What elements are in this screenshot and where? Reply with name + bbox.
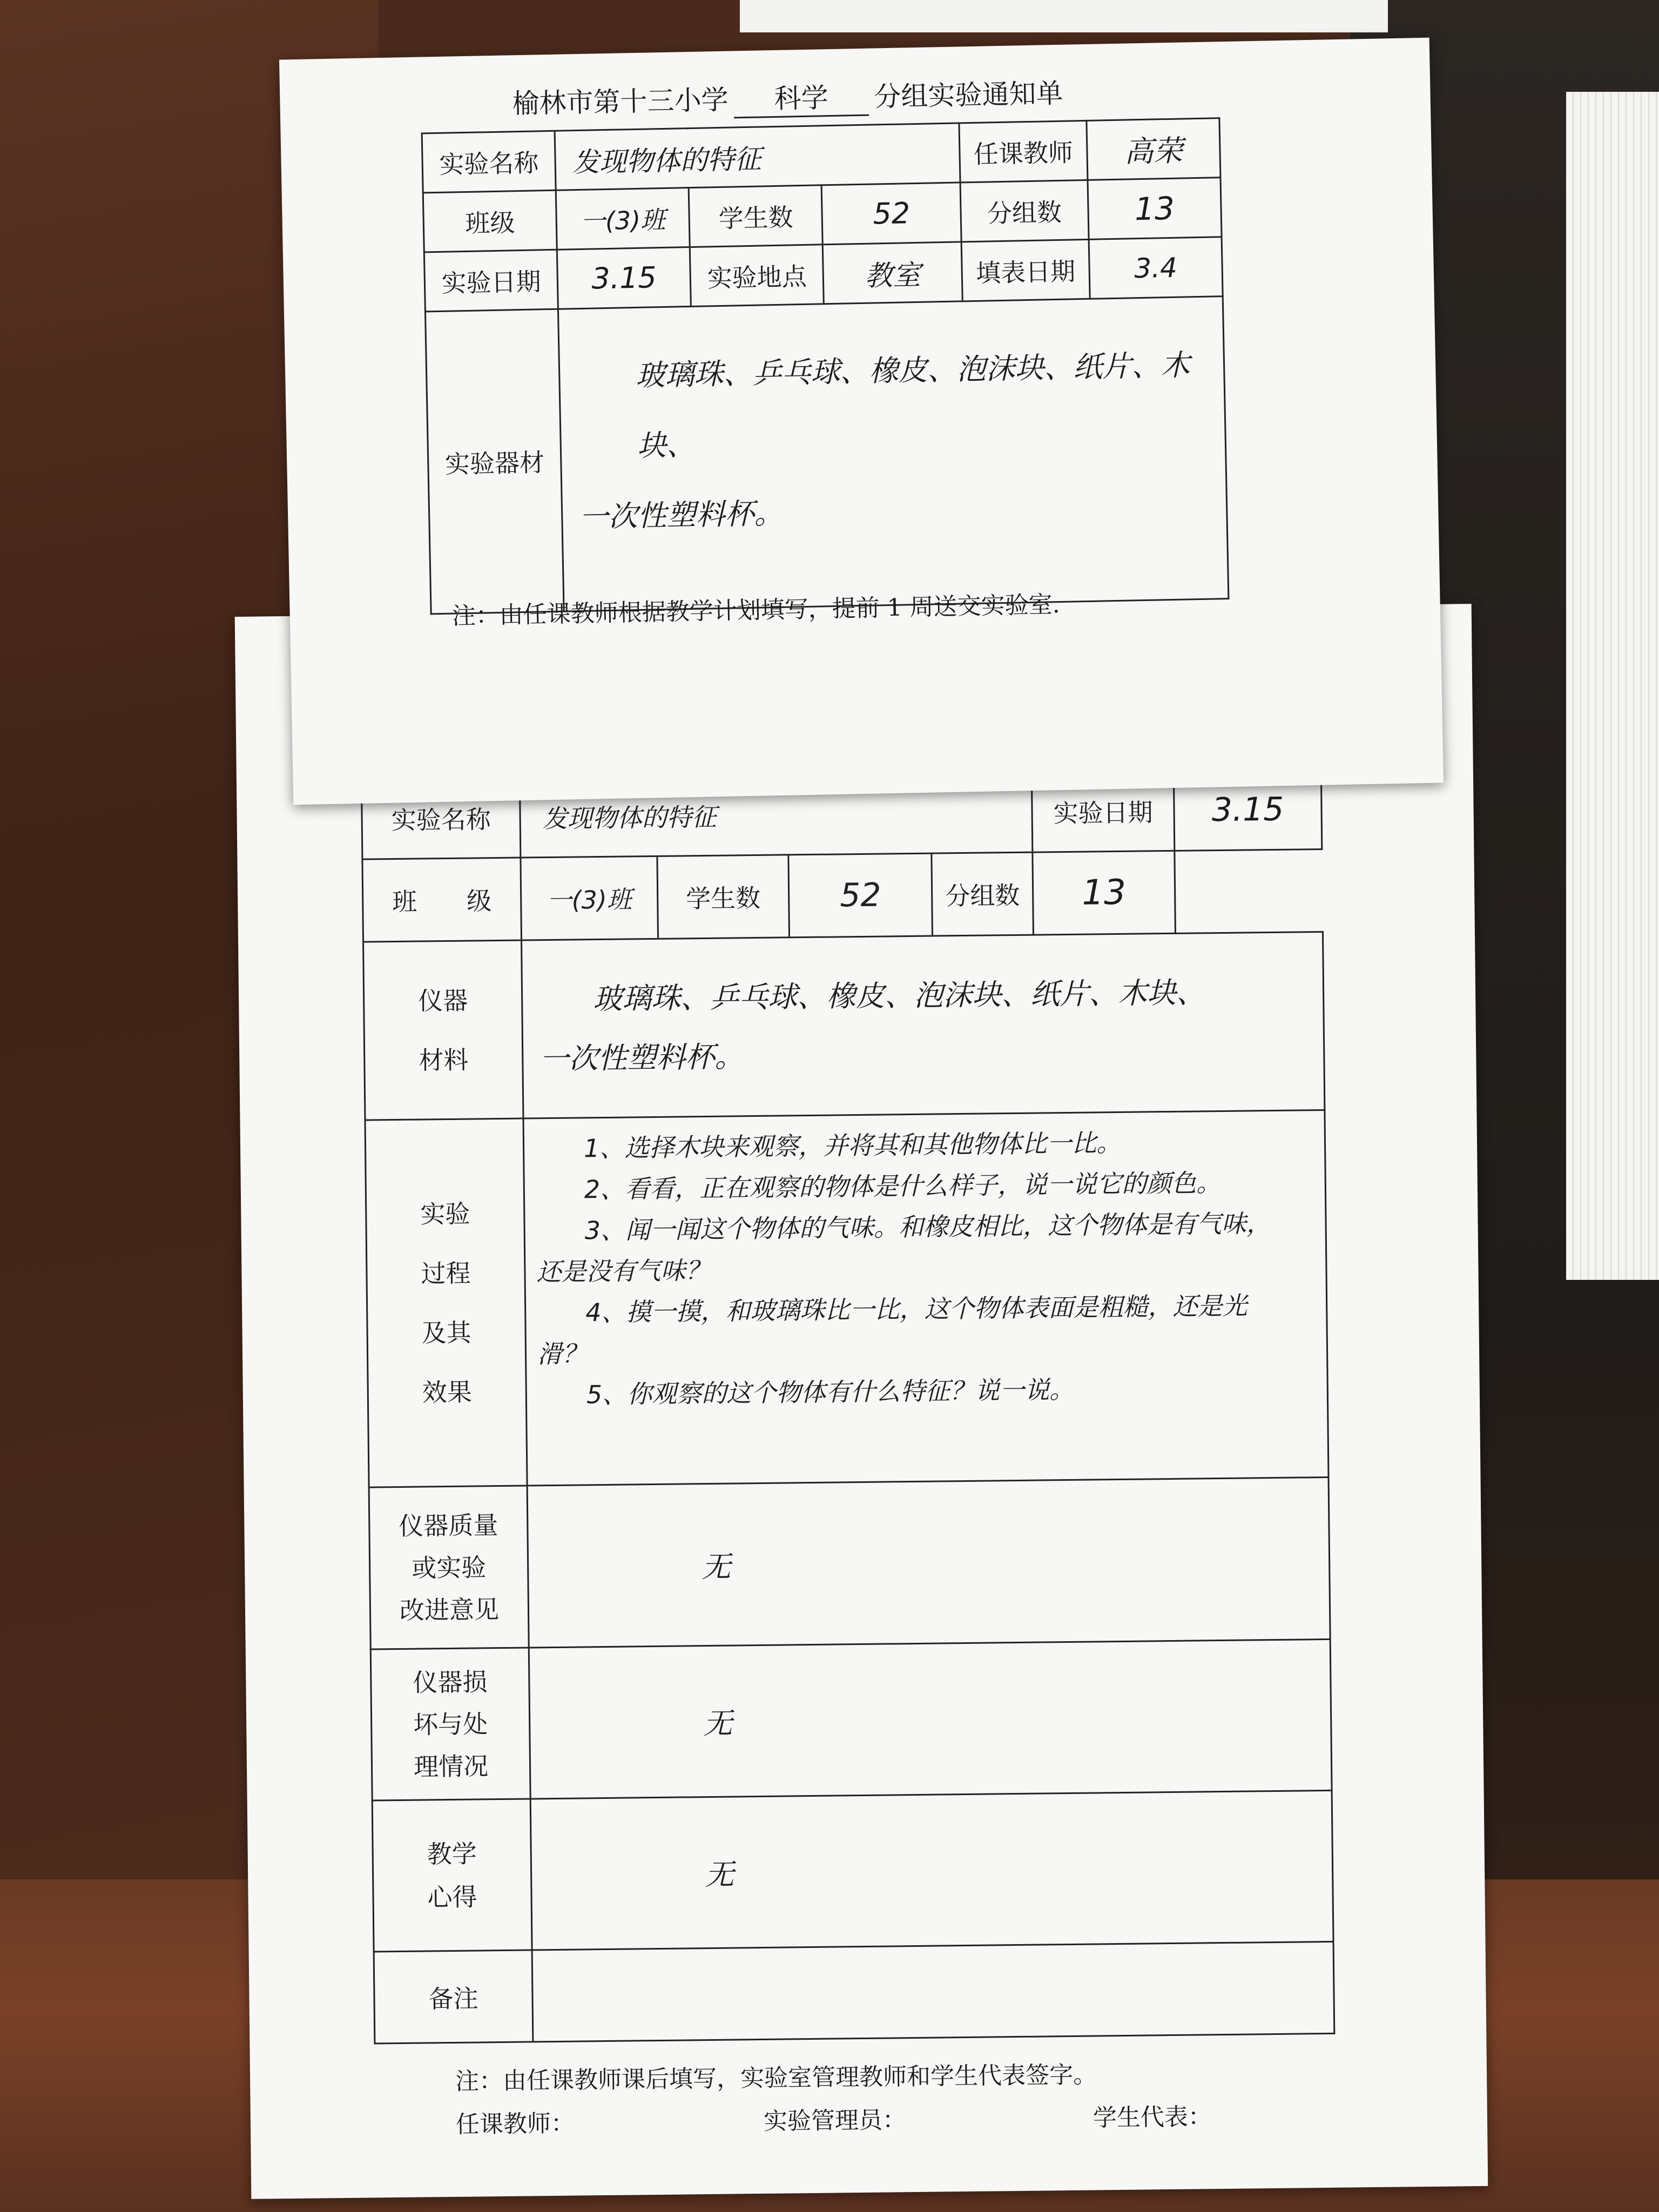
label-damage: 仪器损 坏与处 理情况 (370, 1648, 530, 1800)
label-exp-name: 实验名称 (361, 777, 521, 859)
value-students: 52 (839, 876, 881, 915)
label-students: 学生数 (689, 185, 822, 247)
process-step: 1、选择木块来观察，并将其和其他物体比一比。 (583, 1128, 1122, 1163)
label-exp-date: 实验日期 (1031, 770, 1175, 852)
label-exp-name: 实验名称 (422, 131, 556, 193)
value-students: 52 (822, 183, 961, 245)
notice-form-sheet (279, 38, 1444, 805)
process-step: 3、闻一闻这个物体的气味。和橡皮相比，这个物体是有气味， (584, 1209, 1272, 1245)
label-class: 班级 (423, 190, 557, 252)
value-exp-date: 3.15 (1174, 768, 1322, 851)
feedback-form-sheet (235, 604, 1488, 2199)
process-step: 2、看看，正在观察的物体是什么样子，说一说它的颜色。 (584, 1168, 1222, 1204)
value-reflection: 无 (530, 1790, 1333, 1950)
label-remarks: 备注 (374, 1950, 533, 2044)
value-class: 一(3)班 (521, 857, 659, 940)
value-fill-date: 3.4 (1089, 237, 1223, 299)
value-remarks (532, 1941, 1334, 2042)
class-students-cell (521, 853, 933, 940)
label-groups: 分组数 (960, 180, 1089, 242)
form1-title: 榆林市第十三小学 科学 分组实验通知单 (512, 72, 1063, 123)
feedback-table (361, 767, 1335, 2045)
label-quality: 仪器质量 或实验 改进意见 (369, 1486, 529, 1649)
label-equipment: 仪器 材料 (363, 940, 523, 1120)
form1-note: 注：由任课教师根据教学计划填写，提前 1 周送交实验室. (451, 591, 1061, 630)
sign-admin: 实验管理员： (763, 2106, 907, 2135)
process-step: 4、摸一摸，和玻璃珠比一比，这个物体表面是粗糙，还是光 (585, 1291, 1247, 1327)
form2-note: 注：由任课教师课后填写，实验室管理教师和学生代表签字。 (455, 2061, 1097, 2095)
value-equipment: 玻璃珠、乒乓球、橡皮、泡沫块、纸片、木块、 一次性塑料杯。 (522, 932, 1325, 1119)
value-location: 教室 (823, 242, 962, 304)
value-exp-date: 3.15 (557, 247, 691, 309)
value-quality: 无 (527, 1477, 1330, 1648)
value-groups: 13 (1088, 178, 1222, 240)
value-exp-name: 发现物体的特征 (520, 771, 1033, 858)
label-teacher: 任课教师 (959, 120, 1088, 183)
label-location: 实验地点 (690, 245, 824, 307)
process-step: 5、你观察的这个物体有什么特征？说一说。 (586, 1374, 1075, 1410)
value-exp-name: 发现物体的特征 (555, 123, 960, 190)
label-materials: 实验器材 (425, 309, 564, 614)
label-process: 实验 过程 及其 效果 (365, 1118, 527, 1487)
paper-stack-top (740, 0, 1388, 32)
value-groups: 13 (1033, 851, 1176, 935)
label-exp-date: 实验日期 (424, 249, 558, 312)
process-step: 滑？ (537, 1339, 588, 1369)
label-students: 学生数 (658, 855, 790, 938)
paper-stack-side (1566, 92, 1659, 1280)
value-materials: 玻璃珠、乒乓球、橡皮、泡沫块、纸片、木块、 一次性塑料杯。 (558, 296, 1229, 612)
value-class: 一(3)班 (556, 188, 690, 250)
process-list (523, 1110, 1328, 1486)
label-fill-date: 填表日期 (961, 239, 1090, 301)
sign-teacher: 任课教师： (455, 2109, 575, 2139)
value-teacher: 高荣 (1087, 118, 1220, 180)
label-groups: 分组数 (932, 852, 1033, 936)
value-damage: 无 (529, 1639, 1332, 1799)
notice-table (421, 117, 1230, 615)
label-reflection: 教学 心得 (372, 1799, 532, 1952)
label-class: 班 级 (362, 858, 522, 942)
process-step: 还是没有气味？ (536, 1255, 711, 1287)
sign-student: 学生代表： (1092, 2103, 1212, 2132)
